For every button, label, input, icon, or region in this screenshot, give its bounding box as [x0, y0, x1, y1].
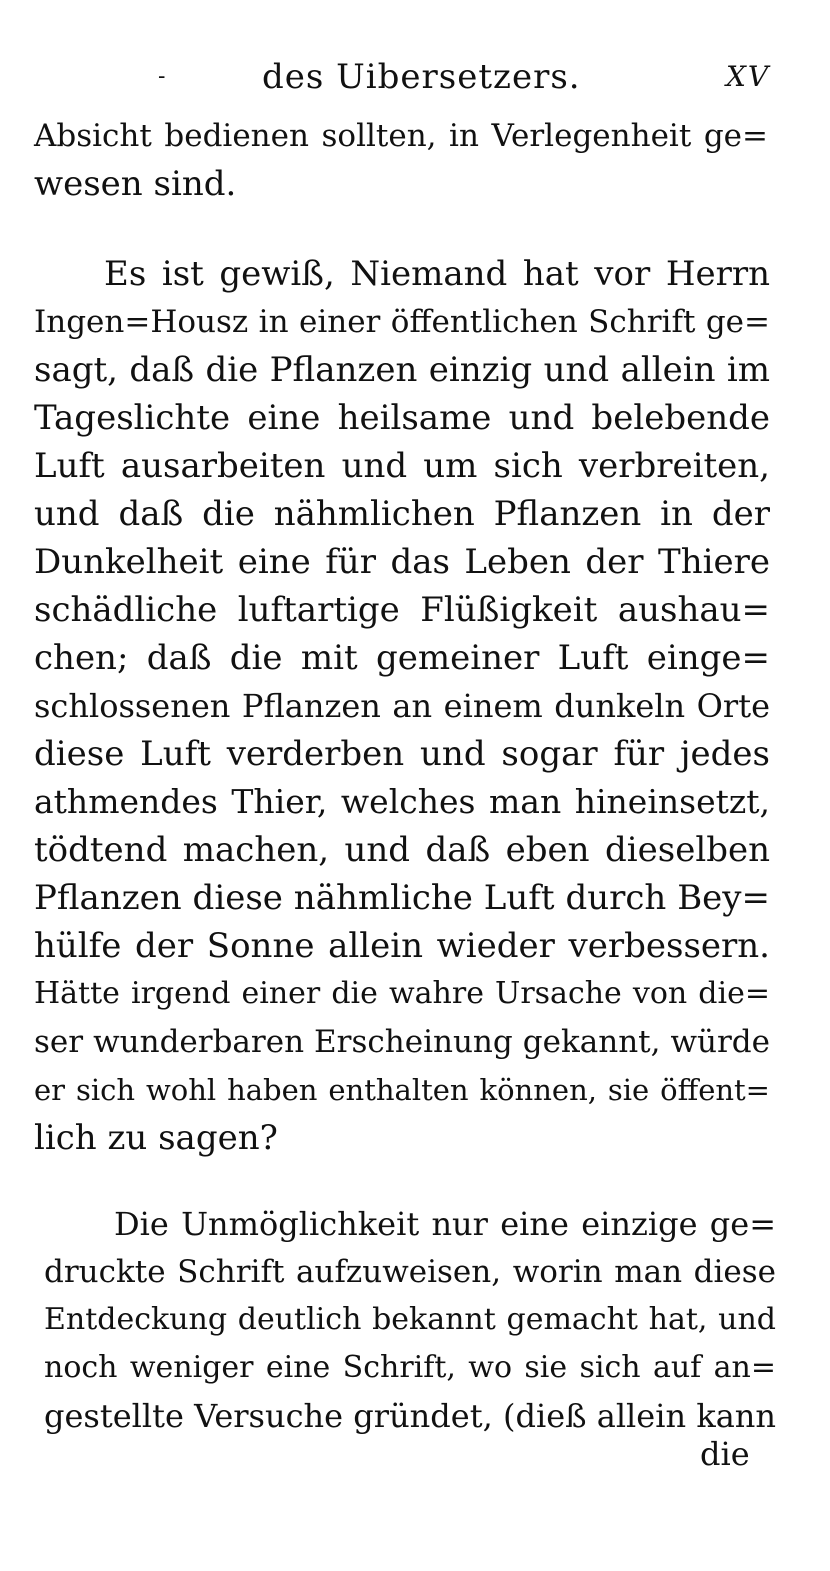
- text-line: Es ist gewiß, Niemand hat vor Herrn: [104, 254, 770, 294]
- text-line: Tageslichte eine heilsame und belebende: [34, 398, 770, 438]
- text-line: noch weniger eine Schrift, wo sie sich auf an=: [44, 1350, 776, 1385]
- text-line: ser wunderbaren Erscheinung gekannt, würde: [34, 1024, 770, 1060]
- text-line: druckte Schrift aufzuweisen, worin man diese: [44, 1254, 776, 1290]
- text-line: lich zu sagen?: [34, 1118, 278, 1158]
- text-line: Pflanzen diese nähmliche Luft durch Bey=: [34, 878, 770, 918]
- text-line: Dunkelheit eine für das Leben der Thiere: [34, 542, 770, 582]
- text-line: athmendes Thier, welches man hineinsetzt,: [34, 782, 770, 821]
- catchword: die: [700, 1435, 750, 1473]
- text-line: er sich wohl haben enthalten können, sie öffent=: [34, 1073, 770, 1107]
- text-line: schlossenen Pflanzen an einem dunkeln Orte: [34, 687, 770, 725]
- text-line: und daß die nähmlichen Pflanzen in der: [34, 494, 770, 534]
- running-head: [0, 52, 830, 102]
- text-line: schädliche luftartige Flüßigkeit aushau=: [34, 590, 770, 630]
- text-line: diese Luft verderben und sogar für jedes: [34, 734, 770, 774]
- text-line: Ingen=Housz in einer öffentlichen Schrift ge=: [34, 304, 770, 340]
- header-dash: -: [158, 64, 166, 89]
- text-line: Absicht bedienen sollten, in Verlegenheit ge=: [34, 118, 768, 154]
- text-line: Luft ausarbeiten und um sich verbreiten,: [34, 446, 770, 486]
- text-line: Hätte irgend einer die wahre Ursache von die=: [34, 976, 770, 1011]
- text-line: Entdeckung deutlich bekannt gemacht hat, und: [44, 1302, 776, 1337]
- text-line: hülfe der Sonne allein wieder verbessern.: [34, 926, 770, 966]
- page-number: XV: [726, 60, 771, 93]
- text-line: Die Unmöglichkeit nur eine einzige ge=: [114, 1205, 776, 1243]
- text-line: wesen sind.: [34, 164, 237, 204]
- text-line: chen; daß die mit gemeiner Luft einge=: [34, 638, 770, 678]
- running-title: des Uibersetzers.: [262, 57, 581, 97]
- text-line: sagt, daß die Pflanzen einzig und allein im: [34, 350, 770, 390]
- text-line: gestellte Versuche gründet, (dieß allein kann: [44, 1397, 776, 1435]
- text-line: tödtend machen, und daß eben dieselben: [34, 830, 770, 870]
